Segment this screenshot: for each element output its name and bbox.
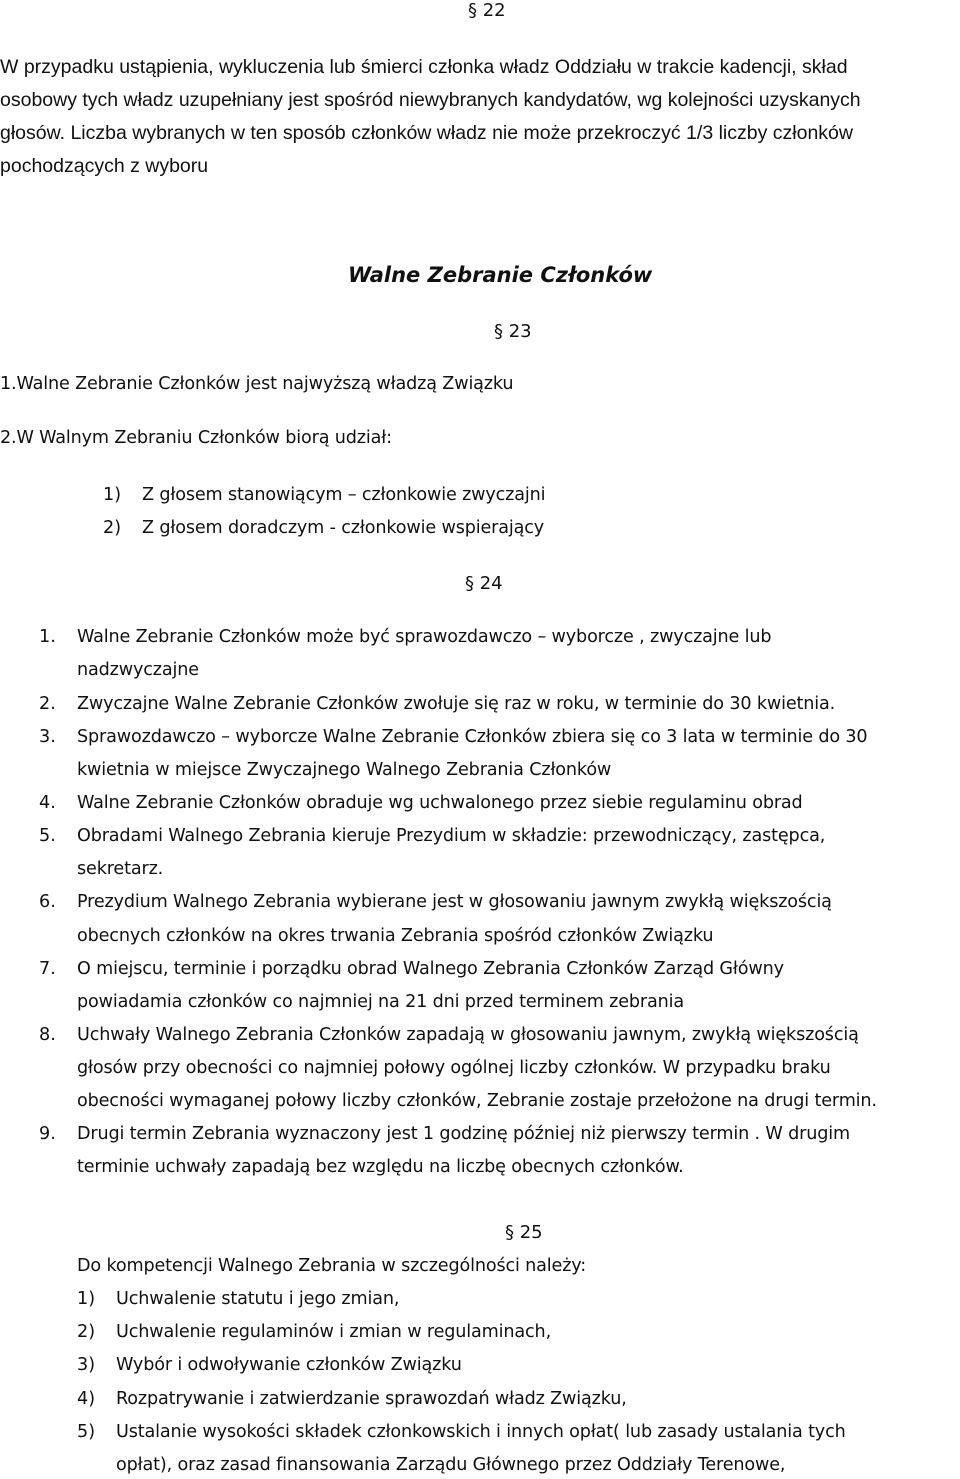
section-25-item-5-line-2: opłat), oraz zasad finansowania Zarządu Głównego przez Oddziały Terenowe, bbox=[116, 1455, 786, 1475]
section-24-item-9-line-1: Drugi termin Zebrania wyznaczony jest 1 godzinę później niż pierwszy termin . W drugim bbox=[77, 1124, 850, 1144]
section-24-item-3-line-1: Sprawozdawczo – wyborcze Walne Zebranie Członków zbiera się co 3 lata w terminie do 30 bbox=[77, 727, 868, 747]
section-24-item-9-number: 9. bbox=[39, 1124, 56, 1144]
section-24-item-8-line-2: głosów przy obecności co najmniej połowy ogólnej liczby członków. W przypadku braku bbox=[77, 1058, 831, 1078]
section-24-number: § 24 bbox=[465, 573, 503, 594]
section-24-item-8-line-3: obecności wymaganej połowy liczby członków, Zebranie zostaje przełożone na drugi termin. bbox=[77, 1091, 877, 1111]
section-24-item-5-line-1: Obradami Walnego Zebrania kieruje Prezydium w składzie: przewodniczący, zastępca, bbox=[77, 826, 826, 846]
section-25-item-3-number: 3) bbox=[77, 1355, 96, 1375]
section-23-item-2: 2.W Walnym Zebraniu Członków biorą udział: bbox=[0, 428, 392, 448]
section-24-item-1-line-1: Walne Zebranie Członków może być sprawozdawczo – wyborcze , zwyczajne lub bbox=[77, 627, 772, 647]
section-24-item-3-number: 3. bbox=[39, 727, 56, 747]
section-25-item-5-number: 5) bbox=[77, 1422, 96, 1442]
section-24-item-3-line-2: kwietnia w miejsce Zwyczajnego Walnego Zebrania Członków bbox=[77, 760, 612, 780]
section-25-item-1-number: 1) bbox=[77, 1289, 96, 1309]
section-25-item-2-number: 2) bbox=[77, 1322, 96, 1342]
section-24-item-1-number: 1. bbox=[39, 627, 56, 647]
section-25-item-3-line-1: Wybór i odwoływanie członków Związku bbox=[116, 1355, 462, 1375]
section-23-sub-2-text: Z głosem doradczym - członkowie wspierający bbox=[142, 518, 545, 538]
section-24-item-4-number: 4. bbox=[39, 793, 56, 813]
section-23-item-1: 1.Walne Zebranie Członków jest najwyższą władzą Związku bbox=[0, 374, 514, 394]
section-24-item-5-line-2: sekretarz. bbox=[77, 859, 164, 879]
section-24-item-5-number: 5. bbox=[39, 826, 56, 846]
section-24-item-2-line-1: Zwyczajne Walne Zebranie Członków zwołuje się raz w roku, w terminie do 30 kwietnia. bbox=[77, 694, 836, 714]
section-25-item-1-line-1: Uchwalenie statutu i jego zmian, bbox=[116, 1289, 400, 1309]
section-25-item-4-line-1: Rozpatrywanie i zatwierdzanie sprawozdań władz Związku, bbox=[116, 1389, 627, 1409]
section-24-item-8-number: 8. bbox=[39, 1025, 56, 1045]
section-24-item-7-number: 7. bbox=[39, 959, 56, 979]
chapter-heading: Walne Zebranie Członków bbox=[348, 263, 653, 287]
paragraph-22-line-4: pochodzących z wyboru bbox=[0, 155, 209, 177]
section-23-number: § 23 bbox=[494, 321, 532, 342]
paragraph-22-line-1: W przypadku ustąpienia, wykluczenia lub śmierci członka władz Oddziału w trakcie kadencji, skład bbox=[0, 56, 848, 78]
section-22-number: § 22 bbox=[468, 0, 506, 21]
section-25-intro: Do kompetencji Walnego Zebrania w szczególności należy: bbox=[77, 1256, 587, 1276]
section-24-item-8-line-1: Uchwały Walnego Zebrania Członków zapadają w głosowaniu jawnym, zwykłą większością bbox=[77, 1025, 859, 1045]
section-24-item-6-line-1: Prezydium Walnego Zebrania wybierane jest w głosowaniu jawnym zwykłą większością bbox=[77, 892, 832, 912]
section-24-item-6-number: 6. bbox=[39, 892, 56, 912]
section-24-item-7-line-2: powiadamia członków co najmniej na 21 dni przed terminem zebrania bbox=[77, 992, 685, 1012]
section-24-item-7-line-1: O miejscu, terminie i porządku obrad Walnego Zebrania Członków Zarząd Główny bbox=[77, 959, 784, 979]
section-24-item-1-line-2: nadzwyczajne bbox=[77, 660, 199, 680]
section-23-sub-1-text: Z głosem stanowiącym – członkowie zwyczajni bbox=[142, 485, 546, 505]
section-25-item-5-line-1: Ustalanie wysokości składek członkowskich i innych opłat( lub zasady ustalania tych bbox=[116, 1422, 846, 1442]
section-25-item-2-line-1: Uchwalenie regulaminów i zmian w regulaminach, bbox=[116, 1322, 552, 1342]
section-25-item-4-number: 4) bbox=[77, 1389, 96, 1409]
section-25-number: § 25 bbox=[505, 1222, 543, 1243]
section-24-item-2-number: 2. bbox=[39, 694, 56, 714]
section-23-sub-2-number: 2) bbox=[103, 518, 122, 538]
section-23-sub-1-number: 1) bbox=[103, 485, 122, 505]
paragraph-22-line-2: osobowy tych władz uzupełniany jest spośród niewybranych kandydatów, wg kolejności uzyskanych bbox=[0, 89, 861, 111]
paragraph-22-line-3: głosów. Liczba wybranych w ten sposób członków władz nie może przekroczyć 1/3 liczby członków bbox=[0, 122, 853, 144]
section-24-item-6-line-2: obecnych członków na okres trwania Zebrania spośród członków Związku bbox=[77, 926, 714, 946]
section-24-item-4-line-1: Walne Zebranie Członków obraduje wg uchwalonego przez siebie regulaminu obrad bbox=[77, 793, 803, 813]
section-24-item-9-line-2: terminie uchwały zapadają bez względu na liczbę obecnych członków. bbox=[77, 1157, 684, 1177]
